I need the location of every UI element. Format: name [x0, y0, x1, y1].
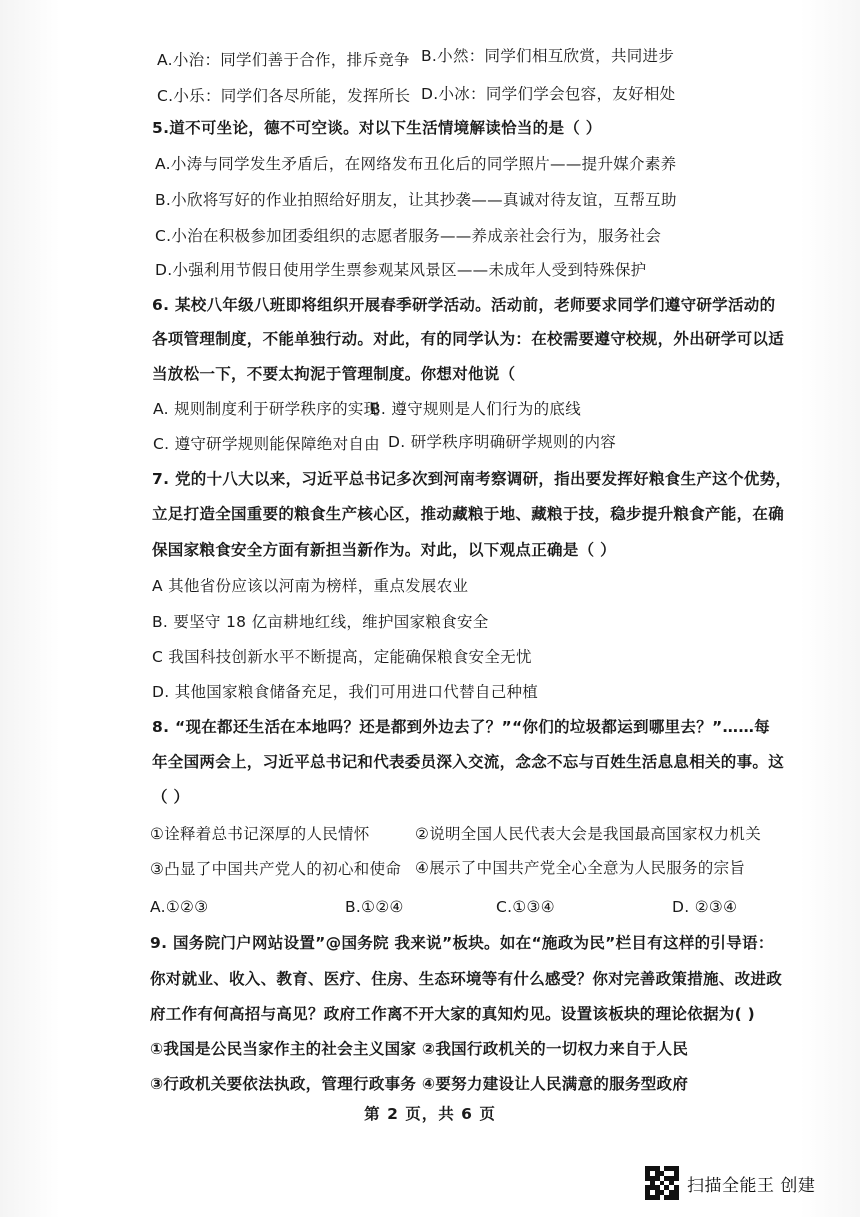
q8-stem-line-2: 年全国两会上，习近平总书记和代表委员深入交流，念念不忘与百姓生活息息相关的事。这: [152, 753, 785, 771]
q7-option-d: D. 其他国家粮食储备充足，我们可用进口代替自己种植: [152, 683, 539, 701]
q8-statement-1: ①诠释着总书记深厚的人民情怀: [150, 825, 370, 843]
q6-option-d: D. 研学秩序明确研学规则的内容: [388, 433, 617, 451]
q7-option-b: B. 要坚守 18 亿亩耕地红线，维护国家粮食安全: [152, 613, 489, 631]
q6-option-c: C. 遵守研学规则能保障绝对自由: [153, 435, 380, 453]
q8-statement-2: ②说明全国人民代表大会是我国最高国家权力机关: [415, 825, 761, 843]
q7-stem-line-3: 保国家粮食安全方面有新担当新作为。对此，以下观点正确是（ ）: [152, 541, 616, 559]
q4-option-d: D.小冰：同学们学会包容，友好相处: [421, 85, 676, 103]
q4-option-c: C.小乐：同学们各尽所能，发挥所长: [157, 87, 411, 105]
q8-option-c: C.①③④: [496, 898, 555, 916]
q5-option-a: A.小涛与同学发生矛盾后，在网络发布丑化后的同学照片——提升媒介素养: [155, 155, 677, 173]
q9-statements-1-2: ①我国是公民当家作主的社会主义国家 ②我国行政机关的一切权力来自于人民: [150, 1040, 689, 1058]
q8-option-b: B.①②④: [345, 898, 404, 916]
q4-option-b: B.小然：同学们相互欣赏，共同进步: [421, 47, 675, 65]
watermark-text: 扫描全能王 创建: [687, 1175, 816, 1196]
q9-stem-line-1: 9. 国务院门户网站设置”@国务院 我来说”板块。如在“施政为民”栏目有这样的引导语：: [150, 934, 774, 952]
q8-option-d: D. ②③④: [672, 898, 738, 916]
q9-stem-line-3: 府工作有何高招与高见？政府工作离不开大家的真知灼见。设置该板块的理论依据为( ): [150, 1005, 756, 1023]
q6-stem-line-3: 当放松一下，不要太拘泥于管理制度。你想对他说（: [152, 365, 516, 383]
q9-stem-line-2: 你对就业、收入、教育、医疗、住房、生态环境等有什么感受？你对完善政策措施、改进政: [150, 970, 783, 988]
q4-option-a: A.小治：同学们善于合作，排斥竞争: [157, 51, 410, 69]
q7-option-c: C 我国科技创新水平不断提高，定能确保粮食安全无忧: [152, 648, 532, 666]
q8-statement-3: ③凸显了中国共产党人的初心和使命: [150, 860, 402, 878]
q6-option-b: B. 遵守规则是人们行为的底线: [370, 400, 581, 418]
q8-option-a: A.①②③: [150, 898, 209, 916]
q6-stem-line-1: 6. 某校八年级八班即将组织开展春季研学活动。活动前，老师要求同学们遵守研学活动的: [152, 296, 776, 314]
q8-statement-4: ④展示了中国共产党全心全意为人民服务的宗旨: [415, 859, 746, 877]
q5-stem: 5.道不可坐论，德不可空谈。对以下生活情境解读恰当的是（ ）: [152, 119, 602, 137]
q7-stem-line-1: 7. 党的十八大以来，习近平总书记多次到河南考察调研，指出要发挥好粮食生产这个优势，: [152, 470, 792, 488]
q7-stem-line-2: 立足打造全国重要的粮食生产核心区，推动藏粮于地、藏粮于技，稳步提升粮食产能，在确: [152, 505, 785, 523]
qr-code-icon: [645, 1166, 679, 1200]
q6-stem-line-2: 各项管理制度，不能单独行动。对此，有的同学认为：在校需要遵守校规，外出研学可以适: [152, 330, 785, 348]
q5-option-b: B.小欣将写好的作业拍照给好朋友，让其抄袭——真诚对待友谊，互帮互助: [155, 191, 677, 209]
q8-stem-line-1: 8. “现在都还生活在本地吗？还是都到外边去了？”“你们的垃圾都运到哪里去？”……每: [152, 718, 770, 736]
page-number: 第 2 页，共 6 页: [364, 1105, 496, 1123]
q5-option-d: D.小强利用节假日使用学生票参观某风景区——未成年人受到特殊保护: [155, 261, 647, 279]
q5-option-c: C.小治在积极参加团委组织的志愿者服务——养成亲社会行为，服务社会: [155, 227, 662, 245]
q7-option-a: A 其他省份应该以河南为榜样，重点发展农业: [152, 577, 469, 595]
q9-statements-3-4: ③行政机关要依法执政，管理行政事务 ④要努力建设让人民满意的服务型政府: [150, 1075, 689, 1093]
q6-option-a: A. 规则制度利于研学秩序的实现: [153, 400, 380, 418]
q8-stem-line-3: （ ）: [152, 788, 190, 806]
scanner-watermark: [645, 1165, 815, 1201]
